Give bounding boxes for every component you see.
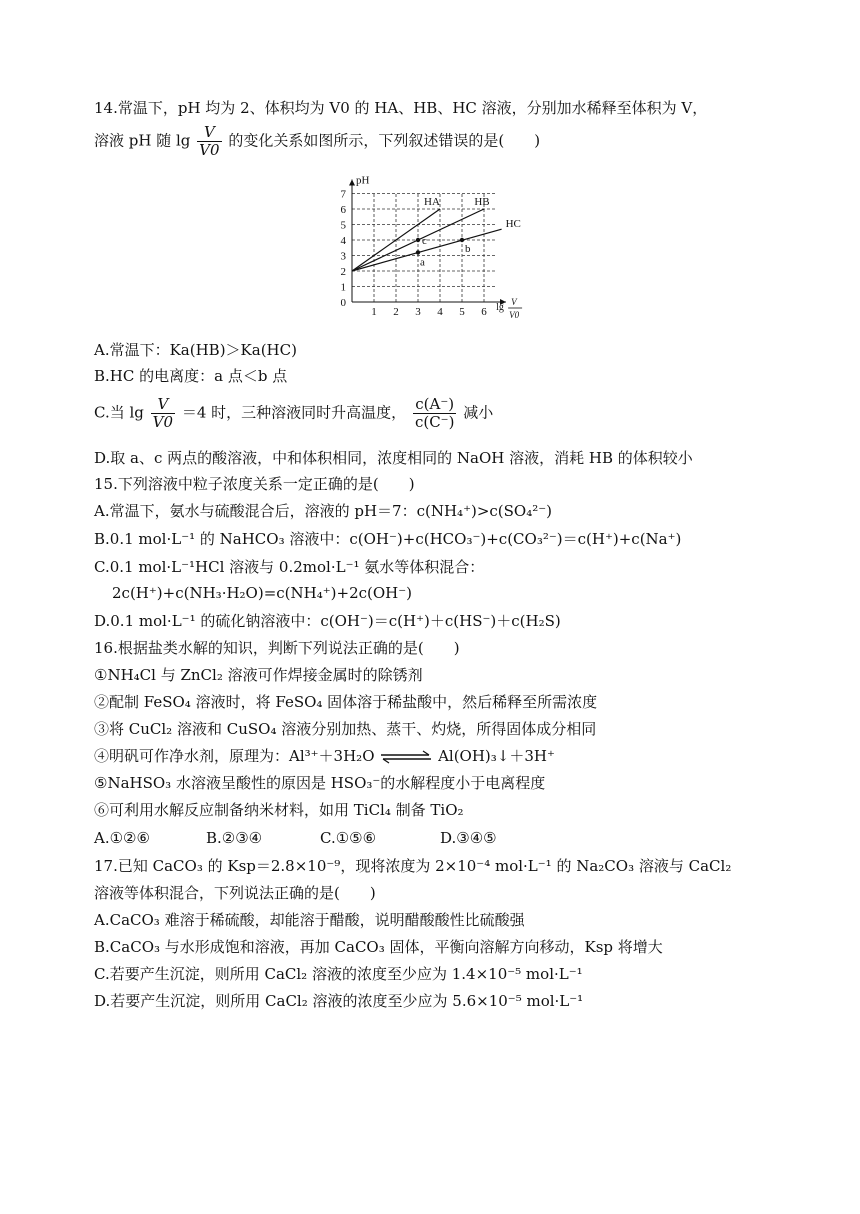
data-point-b: [460, 238, 464, 242]
q16-choice-b: B.②③④: [206, 829, 263, 847]
q17-stem-line1: 17.已知 CaCO₃ 的 Ksp＝2.8×10⁻⁹，现将浓度为 2×10⁻⁴ mol·L⁻¹ 的 Na₂CO₃ 溶液与 CaCl₂: [94, 857, 732, 875]
q16-choice-a: A.①②⑥: [94, 829, 150, 847]
q14-optc-fraction: [151, 396, 175, 431]
q15-option-a: A.常温下，氨水与硫酸混合后，溶液的 pH＝7：c(NH₄⁺)>c(SO₄²⁻): [94, 502, 553, 520]
q16-stem: 16.根据盐类水解的知识，判断下列说法正确的是( ): [94, 639, 460, 657]
x-axis-label-denominator: V0: [509, 310, 520, 320]
x-axis-label-numerator: V: [511, 297, 517, 307]
y-tick-label: 7: [340, 188, 346, 201]
q15-option-d: D.0.1 mol·L⁻¹ 的硫化钠溶液中：c(OH⁻)＝c(H⁺)＋c(HS⁻)＋c(H₂S): [94, 612, 561, 630]
x-tick-label: 6: [481, 306, 487, 318]
q14-optc-ratio: [413, 396, 457, 431]
q17-stem-line2: 溶液等体积混合，下列说法正确的是( ): [94, 884, 376, 902]
q16-choice-c: C.①⑤⑥: [320, 829, 377, 847]
q14-option-b: B.HC 的电离度：a 点＜b 点: [94, 367, 288, 385]
frac-numerator: V: [197, 124, 221, 142]
q16-statement-1: ①NH₄Cl 与 ZnCl₂ 溶液可作焊接金属时的除锈剂: [94, 666, 423, 684]
q14-optc-pre: C.当 lg: [94, 403, 144, 422]
frac-denominator: V0: [152, 413, 174, 431]
x-tick-label: 5: [459, 306, 465, 318]
data-point-label-b: b: [465, 243, 471, 255]
y-axis-arrow: [349, 180, 355, 186]
y-tick-label: 6: [340, 204, 346, 216]
frac-denominator: V0: [199, 141, 220, 159]
y-tick-label: 1: [340, 281, 346, 294]
q14-stem-fraction: [197, 124, 221, 159]
q16-s4-pre: ④明矾可作净水剂，原理为：Al³⁺＋3H₂O: [94, 747, 375, 765]
y-tick-label: 2: [340, 266, 346, 278]
q15-stem: 15.下列溶液中粒子浓度关系一定正确的是( ): [94, 475, 415, 493]
q17-option-a: A.CaCO₃ 难溶于稀硫酸，却能溶于醋酸，说明醋酸酸性比硫酸强: [94, 911, 525, 929]
x-tick-label: 3: [415, 306, 421, 318]
data-point-c: [416, 238, 420, 242]
q17-option-c: C.若要产生沉淀，则所用 CaCl₂ 溶液的浓度至少应为 1.4×10⁻⁵ mol·L⁻¹: [94, 965, 583, 983]
q16-choice-d: D.③④⑤: [440, 829, 497, 847]
q14-optc-mid: ＝4 时，三种溶液同时升高温度，: [181, 403, 407, 422]
data-point-a: [416, 250, 420, 254]
q16-s4-post: Al(OH)₃↓＋3H⁺: [438, 747, 555, 765]
data-point-label-a: a: [420, 256, 425, 269]
x-tick-label: 1: [371, 306, 377, 318]
x-tick-label: 2: [393, 306, 399, 318]
frac-numerator: V: [151, 396, 175, 414]
q15-option-c2: 2c(H⁺)+c(NH₃·H₂O)=c(NH₄⁺)+2c(OH⁻): [112, 584, 413, 602]
q14-stem-pre: 溶液 pH 随 lg: [94, 131, 191, 150]
series-label-hc: HC: [505, 218, 521, 231]
series-label-ha: HA: [424, 196, 440, 208]
q14-stem-line2: [94, 124, 540, 159]
x-tick-label: 4: [437, 306, 443, 318]
y-axis-label: pH: [356, 174, 370, 187]
data-point-label-c: c: [422, 235, 427, 247]
q16-statement-3: ③将 CuCl₂ 溶液和 CuSO₄ 溶液分别加热、蒸干、灼烧，所得固体成分相同: [94, 720, 597, 738]
q15-option-b: B.0.1 mol·L⁻¹ 的 NaHCO₃ 溶液中：c(OH⁻)+c(HCO₃⁻)+c(CO₃²⁻)＝c(H⁺)+c(Na⁺): [94, 530, 682, 548]
q14-stem-line1: 14.常温下，pH 均为 2、体积均为 V0 的 HA、HB、HC 溶液，分别加水稀释至体积为 V，: [94, 99, 708, 117]
q15-option-c1: C.0.1 mol·L⁻¹HCl 溶液与 0.2mol·L⁻¹ 氨水等体积混合：: [94, 558, 485, 576]
q16-statement-2: ②配制 FeSO₄ 溶液时，将 FeSO₄ 固体溶于稀盐酸中，然后稀释至所需浓度: [94, 693, 598, 711]
ph-dilution-chart: [330, 168, 530, 338]
y-tick-label: 4: [340, 235, 346, 247]
q17-option-b: B.CaCO₃ 与水形成饱和溶液，再加 CaCO₃ 固体，平衡向溶解方向移动，Ksp 将增大: [94, 938, 663, 956]
series-label-hb: HB: [474, 196, 490, 208]
x-axis-label-lg: lg: [496, 302, 504, 313]
reversible-arrow-icon: [379, 750, 433, 764]
q14-stem-post: 的变化关系如图所示，下列叙述错误的是( ): [228, 131, 541, 150]
q14-option-c: [94, 396, 493, 431]
q17-option-d: D.若要产生沉淀，则所用 CaCl₂ 溶液的浓度至少应为 5.6×10⁻⁵ mol·L⁻¹: [94, 992, 584, 1010]
y-tick-label: 5: [340, 219, 346, 232]
frac-denominator: c(C⁻): [414, 413, 455, 431]
q14-option-a: A.常温下：Ka(HB)＞Ka(HC): [94, 341, 297, 359]
q16-statement-4: [94, 746, 555, 766]
y-tick-label: 3: [340, 250, 346, 263]
q14-option-d: D.取 a、c 两点的酸溶液，中和体积相同，浓度相同的 NaOH 溶液，消耗 HB 的体积较小: [94, 449, 693, 467]
q16-statement-6: ⑥可利用水解反应制备纳米材料，如用 TiCl₄ 制备 TiO₂: [94, 801, 464, 819]
q14-optc-post: 减小: [463, 403, 494, 422]
q16-statement-5: ⑤NaHSO₃ 水溶液呈酸性的原因是 HSO₃⁻的水解程度小于电离程度: [94, 774, 546, 792]
y-tick-label: 0: [340, 297, 346, 309]
frac-numerator: c(A⁻): [413, 396, 457, 414]
